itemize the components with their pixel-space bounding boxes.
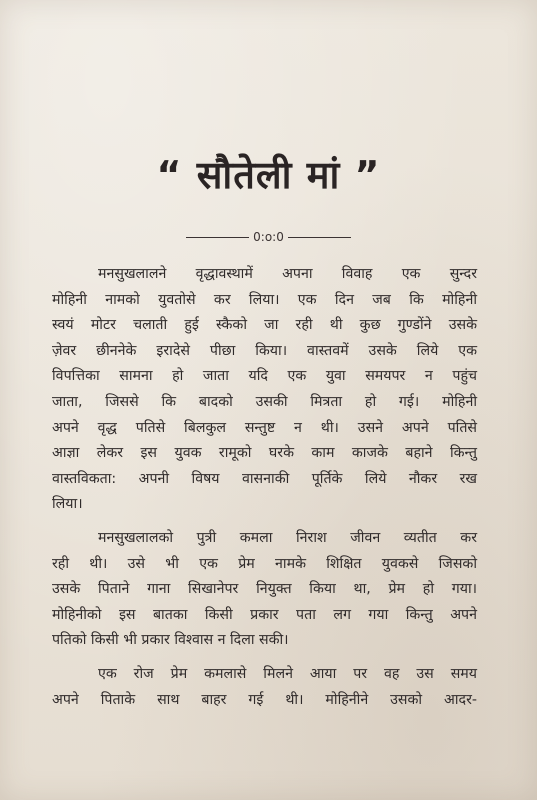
text-line: पतिको किसी भी प्रकार विश्वास न दिला सकी। <box>52 632 289 649</box>
page-title: “ सौतेली मां ” <box>156 153 381 197</box>
text-line: एक रोज प्रेम कमलासे मिलने आया पर वह उस समय <box>98 665 477 682</box>
text-line: जाता, जिससे कि बादको उसकी मित्रता हो गई। मोहिनी <box>52 393 477 410</box>
divider-line-left <box>186 237 249 238</box>
divider-line-right <box>288 237 351 238</box>
text-line: ज़ेवर छीननेके इरादेसे पीछा किया। वास्तवमें उसके लिये एक <box>52 342 477 359</box>
text-line: अपने पिताके साथ बाहर गई थी। मोहिनीने उसको आदर- <box>52 691 477 708</box>
divider-ornament: 0:o:0 <box>253 230 284 244</box>
title-divider <box>186 228 351 246</box>
text-line: वास्तविकता: अपनी विषय वासनाकी पूर्तिके लिये नौकर रख <box>52 470 477 487</box>
text-line: मोहिनीको इस बातका किसी प्रकार पता लग गया किन्तु अपने <box>52 606 477 623</box>
paragraph-1 <box>52 262 477 518</box>
text-line: मनसुखलालने वृद्धावस्थामें अपना विवाह एक सुन्दर <box>98 266 477 282</box>
text-line: मोहिनी नामको युवतोसे कर लिया। एक दिन जब कि मोहिनी <box>52 291 477 308</box>
paragraph-3 <box>52 662 477 713</box>
text-line: उसके पिताने गाना सिखानेपर नियुक्त किया था, प्रेम हो गया। <box>52 581 477 598</box>
text-line: रही थी। उसे भी एक प्रेम नामके शिक्षित युवकसे जिसको <box>52 555 477 572</box>
body-text <box>52 262 477 713</box>
text-line: विपत्तिका सामना हो जाता यदि एक युवा समयपर न पहुंच <box>52 368 477 385</box>
text-line: लिया। <box>52 496 83 513</box>
text-line: अपने वृद्ध पतिसे बिलकुल सन्तुष्ट न थी। उसने अपने पतिसे <box>52 419 477 436</box>
text-line: मनसुखलालको पुत्री कमला निराश जीवन व्यतीत कर <box>98 529 477 546</box>
text-line: आज्ञा लेकर इस युवक रामूको घरके काम काजके बहाने किन्तु <box>52 445 477 462</box>
text-line: स्वयं मोटर चलाती हुई स्कैको जा रही थी कुछ गुण्डोंने उसके <box>52 317 477 334</box>
paragraph-2 <box>52 526 477 654</box>
